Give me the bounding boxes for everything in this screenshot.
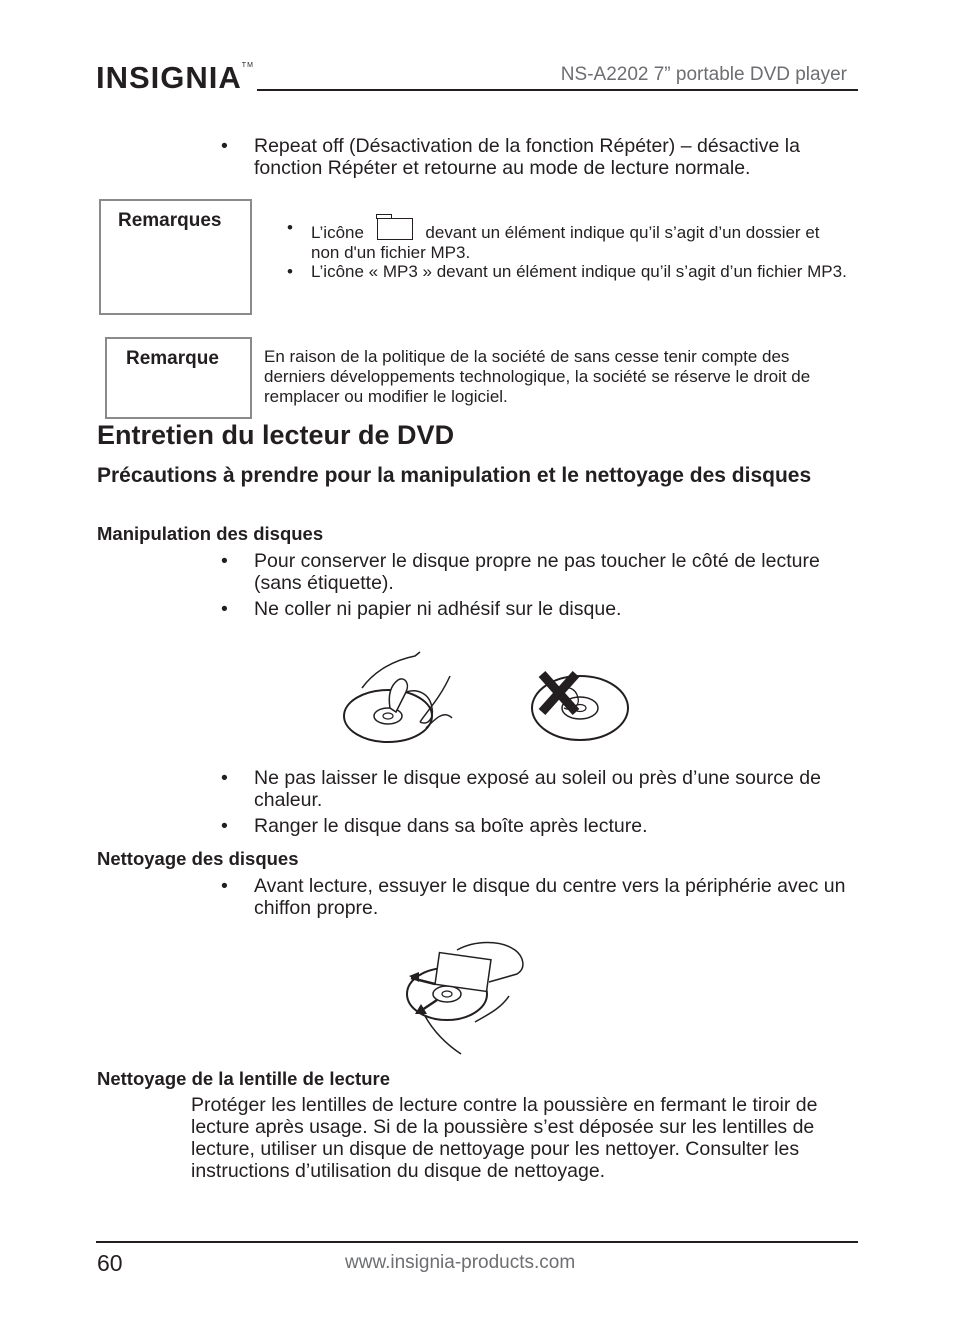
footer-url: www.insignia-products.com (345, 1252, 576, 1273)
lens-heading: Nettoyage de la lentille de lecture (97, 1068, 391, 1089)
page-number: 60 (97, 1250, 123, 1276)
bullet-no-tape: • Ne coller ni papier ni adhésif sur le disque. (221, 598, 861, 620)
header-title: NS-A2202 7” portable DVD player (560, 64, 847, 85)
cleaning-bullets (221, 875, 861, 923)
bullet-no-sun: • Ne pas laisser le disque exposé au soleil ou près d’une source de chaleur. (221, 767, 861, 811)
cleaning-heading: Nettoyage des disques (97, 848, 299, 869)
remarque-text: En raison de la politique de la société de sans cesse tenir compte des derniers développements technologique, la société se réserve le droit de remplacer ou modifier le logiciel. (264, 347, 811, 406)
disc-wrong-handling-illustration (528, 662, 634, 746)
disc-cleaning-illustration (405, 938, 529, 1058)
section-subtitle: Précautions à prendre pour la manipulation et le nettoyage des disques (97, 464, 812, 487)
section-title: Entretien du lecteur de DVD (97, 420, 455, 450)
top-bullets (221, 135, 861, 183)
bullet-no-touch: • Pour conserver le disque propre ne pas toucher le côté de lecture (sans étiquette). (221, 550, 861, 594)
remarques-box (99, 199, 252, 315)
remarques-item-mp3: • L’icône « MP3 » devant un élément indique qu’il s’agit d’un fichier MP3. (287, 262, 847, 282)
header-rule (257, 89, 858, 91)
bullet-repeat-off: • Repeat off (Désactivation de la fonction Répéter) – désactive la fonction Répéter et retourne au mode de lecture normale. (221, 135, 861, 179)
remarque-box (105, 337, 252, 419)
disc-correct-handling-illustration (340, 648, 470, 748)
remarque-label: Remarque (126, 348, 219, 369)
bullet-store-box: • Ranger le disque dans sa boîte après lecture. (221, 815, 861, 837)
footer-rule (96, 1241, 858, 1243)
remarques-list (287, 218, 847, 282)
bullet-wipe-disc: • Avant lecture, essuyer le disque du centre vers la périphérie avec un chiffon propre. (221, 875, 861, 919)
handling-bullets-b (221, 767, 861, 841)
remarques-item-folder: • L’icône devant un élément indique qu’il s’agit d’un dossier et non d'un fichier MP3. (287, 218, 847, 262)
remarques-label: Remarques (118, 210, 222, 231)
handling-heading: Manipulation des disques (97, 523, 324, 544)
handling-bullets-a (221, 550, 861, 624)
folder-icon (377, 218, 413, 240)
lens-text: Protéger les lentilles de lecture contre la poussière en fermant le tiroir de lecture après usage. Si de la poussière s’est déposée sur les lentilles de lecture, utiliser un disque de nettoyage pour les nettoyer. Consulter les instructions d’utilisation du disque de nettoyage. (191, 1094, 818, 1182)
brand-logo: INSIGNIA™ (96, 60, 254, 95)
